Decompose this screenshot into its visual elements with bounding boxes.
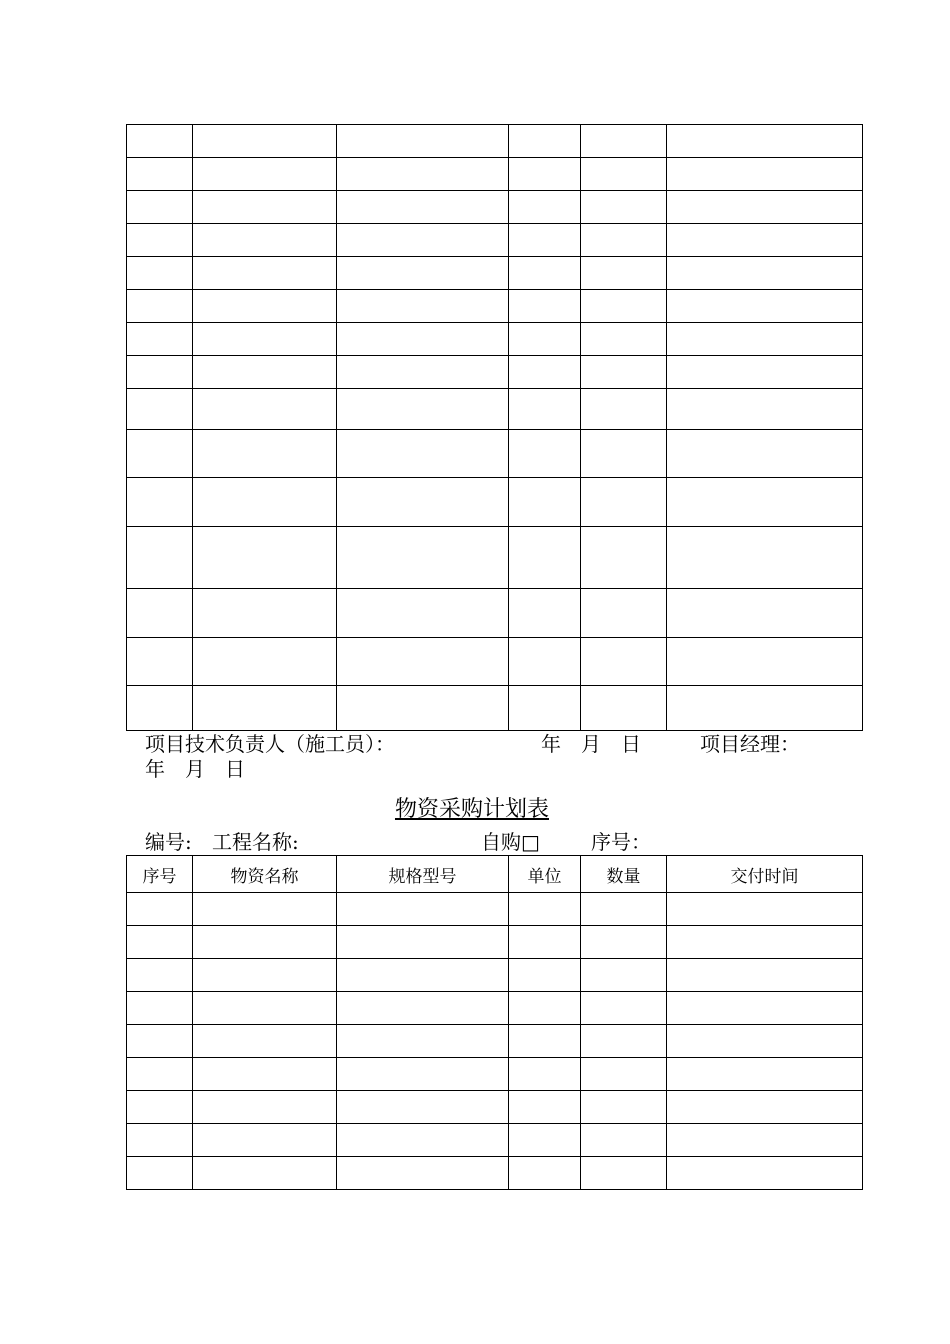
table-cell[interactable] — [337, 1058, 509, 1091]
header-spec-model: 规格型号 — [337, 856, 509, 893]
table-cell[interactable] — [581, 686, 667, 731]
table-cell[interactable] — [509, 589, 581, 638]
code-label: 编号: — [145, 830, 192, 854]
table-cell[interactable] — [193, 959, 337, 992]
table-cell[interactable] — [193, 893, 337, 926]
table-cell[interactable] — [509, 430, 581, 478]
table-cell[interactable] — [193, 1091, 337, 1124]
table-cell[interactable] — [193, 224, 337, 257]
table-cell[interactable] — [127, 158, 193, 191]
table-cell[interactable] — [667, 1025, 863, 1058]
top-table — [126, 124, 863, 731]
table-cell[interactable] — [509, 959, 581, 992]
purchase-plan-table — [126, 855, 863, 1190]
table-cell[interactable] — [667, 257, 863, 290]
table-cell[interactable] — [193, 589, 337, 638]
table-cell[interactable] — [337, 356, 509, 389]
table-cell[interactable] — [337, 224, 509, 257]
table-cell[interactable] — [193, 1058, 337, 1091]
table-cell[interactable] — [193, 389, 337, 430]
table-cell[interactable] — [193, 290, 337, 323]
table-cell[interactable] — [581, 1091, 667, 1124]
table-cell[interactable] — [127, 638, 193, 686]
table-cell[interactable] — [581, 959, 667, 992]
header-delivery-time: 交付时间 — [667, 856, 863, 893]
table-cell[interactable] — [667, 323, 863, 356]
table-cell[interactable] — [667, 125, 863, 158]
table-cell[interactable] — [193, 356, 337, 389]
table-cell[interactable] — [667, 926, 863, 959]
table-row — [127, 1157, 863, 1190]
table-cell[interactable] — [127, 224, 193, 257]
table-cell[interactable] — [509, 1058, 581, 1091]
table-cell[interactable] — [509, 389, 581, 430]
table-cell[interactable] — [337, 290, 509, 323]
table-cell[interactable] — [337, 430, 509, 478]
table-cell[interactable] — [581, 356, 667, 389]
table-cell[interactable] — [127, 356, 193, 389]
table-cell[interactable] — [193, 125, 337, 158]
table-cell[interactable] — [581, 125, 667, 158]
table-cell[interactable] — [581, 478, 667, 527]
table-cell[interactable] — [581, 926, 667, 959]
table-cell[interactable] — [509, 992, 581, 1025]
table-row — [127, 527, 863, 589]
table-cell[interactable] — [193, 926, 337, 959]
table-cell[interactable] — [667, 191, 863, 224]
table-cell[interactable] — [193, 992, 337, 1025]
table-cell[interactable] — [127, 926, 193, 959]
table-cell[interactable] — [581, 158, 667, 191]
table-cell[interactable] — [581, 1157, 667, 1190]
table-cell[interactable] — [581, 1058, 667, 1091]
table-row — [127, 323, 863, 356]
table-cell[interactable] — [193, 257, 337, 290]
table-cell[interactable] — [127, 1157, 193, 1190]
table-cell[interactable] — [667, 356, 863, 389]
table-row — [127, 191, 863, 224]
table-cell[interactable] — [667, 527, 863, 589]
table-cell[interactable] — [509, 926, 581, 959]
table-cell[interactable] — [127, 430, 193, 478]
table-cell[interactable] — [667, 478, 863, 527]
table-cell[interactable] — [193, 430, 337, 478]
table-row — [127, 257, 863, 290]
table-cell[interactable] — [337, 959, 509, 992]
table-cell[interactable] — [667, 638, 863, 686]
table-cell[interactable] — [127, 290, 193, 323]
table-cell[interactable] — [193, 478, 337, 527]
table-cell[interactable] — [509, 686, 581, 731]
tech-lead-label: 项目技术负责人（施工员）： — [145, 732, 395, 756]
table-cell[interactable] — [337, 926, 509, 959]
table-cell[interactable] — [337, 527, 509, 589]
table-row — [127, 926, 863, 959]
table-cell[interactable] — [337, 893, 509, 926]
table-cell[interactable] — [337, 478, 509, 527]
table-cell[interactable] — [667, 430, 863, 478]
table-cell[interactable] — [337, 589, 509, 638]
table-cell[interactable] — [509, 356, 581, 389]
table-cell[interactable] — [509, 257, 581, 290]
table-cell[interactable] — [127, 125, 193, 158]
table-cell[interactable] — [581, 1124, 667, 1157]
table-cell[interactable] — [581, 389, 667, 430]
project-name-label: 工程名称: — [212, 830, 299, 854]
table-header-row — [127, 856, 863, 893]
table-row — [127, 389, 863, 430]
table-cell[interactable] — [667, 224, 863, 257]
table-row — [127, 589, 863, 638]
table-cell[interactable] — [127, 191, 193, 224]
table-cell[interactable] — [509, 478, 581, 527]
manager-label: 项目经理： — [700, 732, 800, 756]
table-cell[interactable] — [509, 893, 581, 926]
table-row — [127, 125, 863, 158]
table-cell[interactable] — [509, 638, 581, 686]
header-quantity: 数量 — [581, 856, 667, 893]
table-row — [127, 1025, 863, 1058]
table-cell[interactable] — [509, 290, 581, 323]
table-cell[interactable] — [337, 125, 509, 158]
table-cell[interactable] — [667, 589, 863, 638]
table-cell[interactable] — [581, 638, 667, 686]
table-cell[interactable] — [667, 1124, 863, 1157]
table-cell[interactable] — [509, 224, 581, 257]
table-cell[interactable] — [667, 158, 863, 191]
table-cell[interactable] — [193, 686, 337, 731]
table-row — [127, 356, 863, 389]
table-cell[interactable] — [127, 589, 193, 638]
table-cell[interactable] — [581, 257, 667, 290]
table-cell[interactable] — [581, 527, 667, 589]
table-cell[interactable] — [581, 290, 667, 323]
self-purchase-checkbox[interactable]: 自购□ — [481, 830, 540, 854]
table-cell[interactable] — [337, 1124, 509, 1157]
table-row — [127, 290, 863, 323]
form-title-text: 物资采购计划表 — [394, 797, 549, 822]
table-row — [127, 959, 863, 992]
table-cell[interactable] — [337, 992, 509, 1025]
table-cell[interactable] — [337, 257, 509, 290]
table-cell[interactable] — [127, 959, 193, 992]
table-row — [127, 686, 863, 731]
table-cell[interactable] — [509, 125, 581, 158]
table-cell[interactable] — [667, 992, 863, 1025]
header-seq: 序号 — [127, 856, 193, 893]
table-cell[interactable] — [337, 191, 509, 224]
table-row — [127, 224, 863, 257]
table-cell[interactable] — [127, 1025, 193, 1058]
header-unit: 单位 — [509, 856, 581, 893]
table-cell[interactable] — [127, 389, 193, 430]
table-cell[interactable] — [581, 1025, 667, 1058]
table-row — [127, 430, 863, 478]
table-cell[interactable] — [337, 1157, 509, 1190]
table-cell[interactable] — [509, 191, 581, 224]
table-cell[interactable] — [127, 1091, 193, 1124]
table-cell[interactable] — [193, 191, 337, 224]
table-cell[interactable] — [127, 686, 193, 731]
table-cell[interactable] — [667, 389, 863, 430]
date-label-2: 年 月 日 — [145, 757, 245, 781]
table-cell[interactable] — [509, 1157, 581, 1190]
table-row — [127, 638, 863, 686]
table-cell[interactable] — [127, 992, 193, 1025]
table-cell[interactable] — [127, 323, 193, 356]
table-cell[interactable] — [337, 158, 509, 191]
table-cell[interactable] — [337, 323, 509, 356]
table-cell[interactable] — [667, 686, 863, 731]
table-cell[interactable] — [667, 959, 863, 992]
table-cell[interactable] — [667, 1157, 863, 1190]
seq-label: 序号： — [591, 830, 651, 854]
table-row — [127, 1124, 863, 1157]
table-cell[interactable] — [581, 323, 667, 356]
table-cell[interactable] — [193, 1157, 337, 1190]
table-cell[interactable] — [337, 1091, 509, 1124]
table-cell[interactable] — [127, 527, 193, 589]
table-cell[interactable] — [509, 1091, 581, 1124]
table-cell[interactable] — [581, 224, 667, 257]
table-row — [127, 478, 863, 527]
table-cell[interactable] — [337, 389, 509, 430]
table-cell[interactable] — [337, 638, 509, 686]
table-cell[interactable] — [193, 527, 337, 589]
table-cell[interactable] — [667, 1091, 863, 1124]
table-cell[interactable] — [193, 323, 337, 356]
header-material-name: 物资名称 — [193, 856, 337, 893]
table-row — [127, 992, 863, 1025]
table-row — [127, 1091, 863, 1124]
table-cell[interactable] — [581, 893, 667, 926]
table-cell[interactable] — [127, 1058, 193, 1091]
table-cell[interactable] — [667, 893, 863, 926]
table-row — [127, 158, 863, 191]
table-row — [127, 893, 863, 926]
table-cell[interactable] — [509, 158, 581, 191]
table-cell[interactable] — [581, 589, 667, 638]
table-cell[interactable] — [581, 430, 667, 478]
table-cell[interactable] — [193, 638, 337, 686]
table-cell[interactable] — [509, 527, 581, 589]
table-cell[interactable] — [509, 1025, 581, 1058]
table-cell[interactable] — [581, 992, 667, 1025]
table-cell[interactable] — [667, 1058, 863, 1091]
table-cell[interactable] — [127, 257, 193, 290]
table-cell[interactable] — [509, 323, 581, 356]
table-cell[interactable] — [193, 158, 337, 191]
table-cell[interactable] — [337, 1025, 509, 1058]
table-cell[interactable] — [667, 290, 863, 323]
table-cell[interactable] — [193, 1025, 337, 1058]
table-row — [127, 1058, 863, 1091]
table-cell[interactable] — [127, 478, 193, 527]
table-cell[interactable] — [127, 893, 193, 926]
table-cell[interactable] — [193, 1124, 337, 1157]
table-cell[interactable] — [509, 1124, 581, 1157]
date-label-1: 年 月 日 — [541, 732, 641, 756]
table-cell[interactable] — [337, 686, 509, 731]
table-cell[interactable] — [127, 1124, 193, 1157]
table-cell[interactable] — [581, 191, 667, 224]
form-title — [0, 792, 950, 823]
